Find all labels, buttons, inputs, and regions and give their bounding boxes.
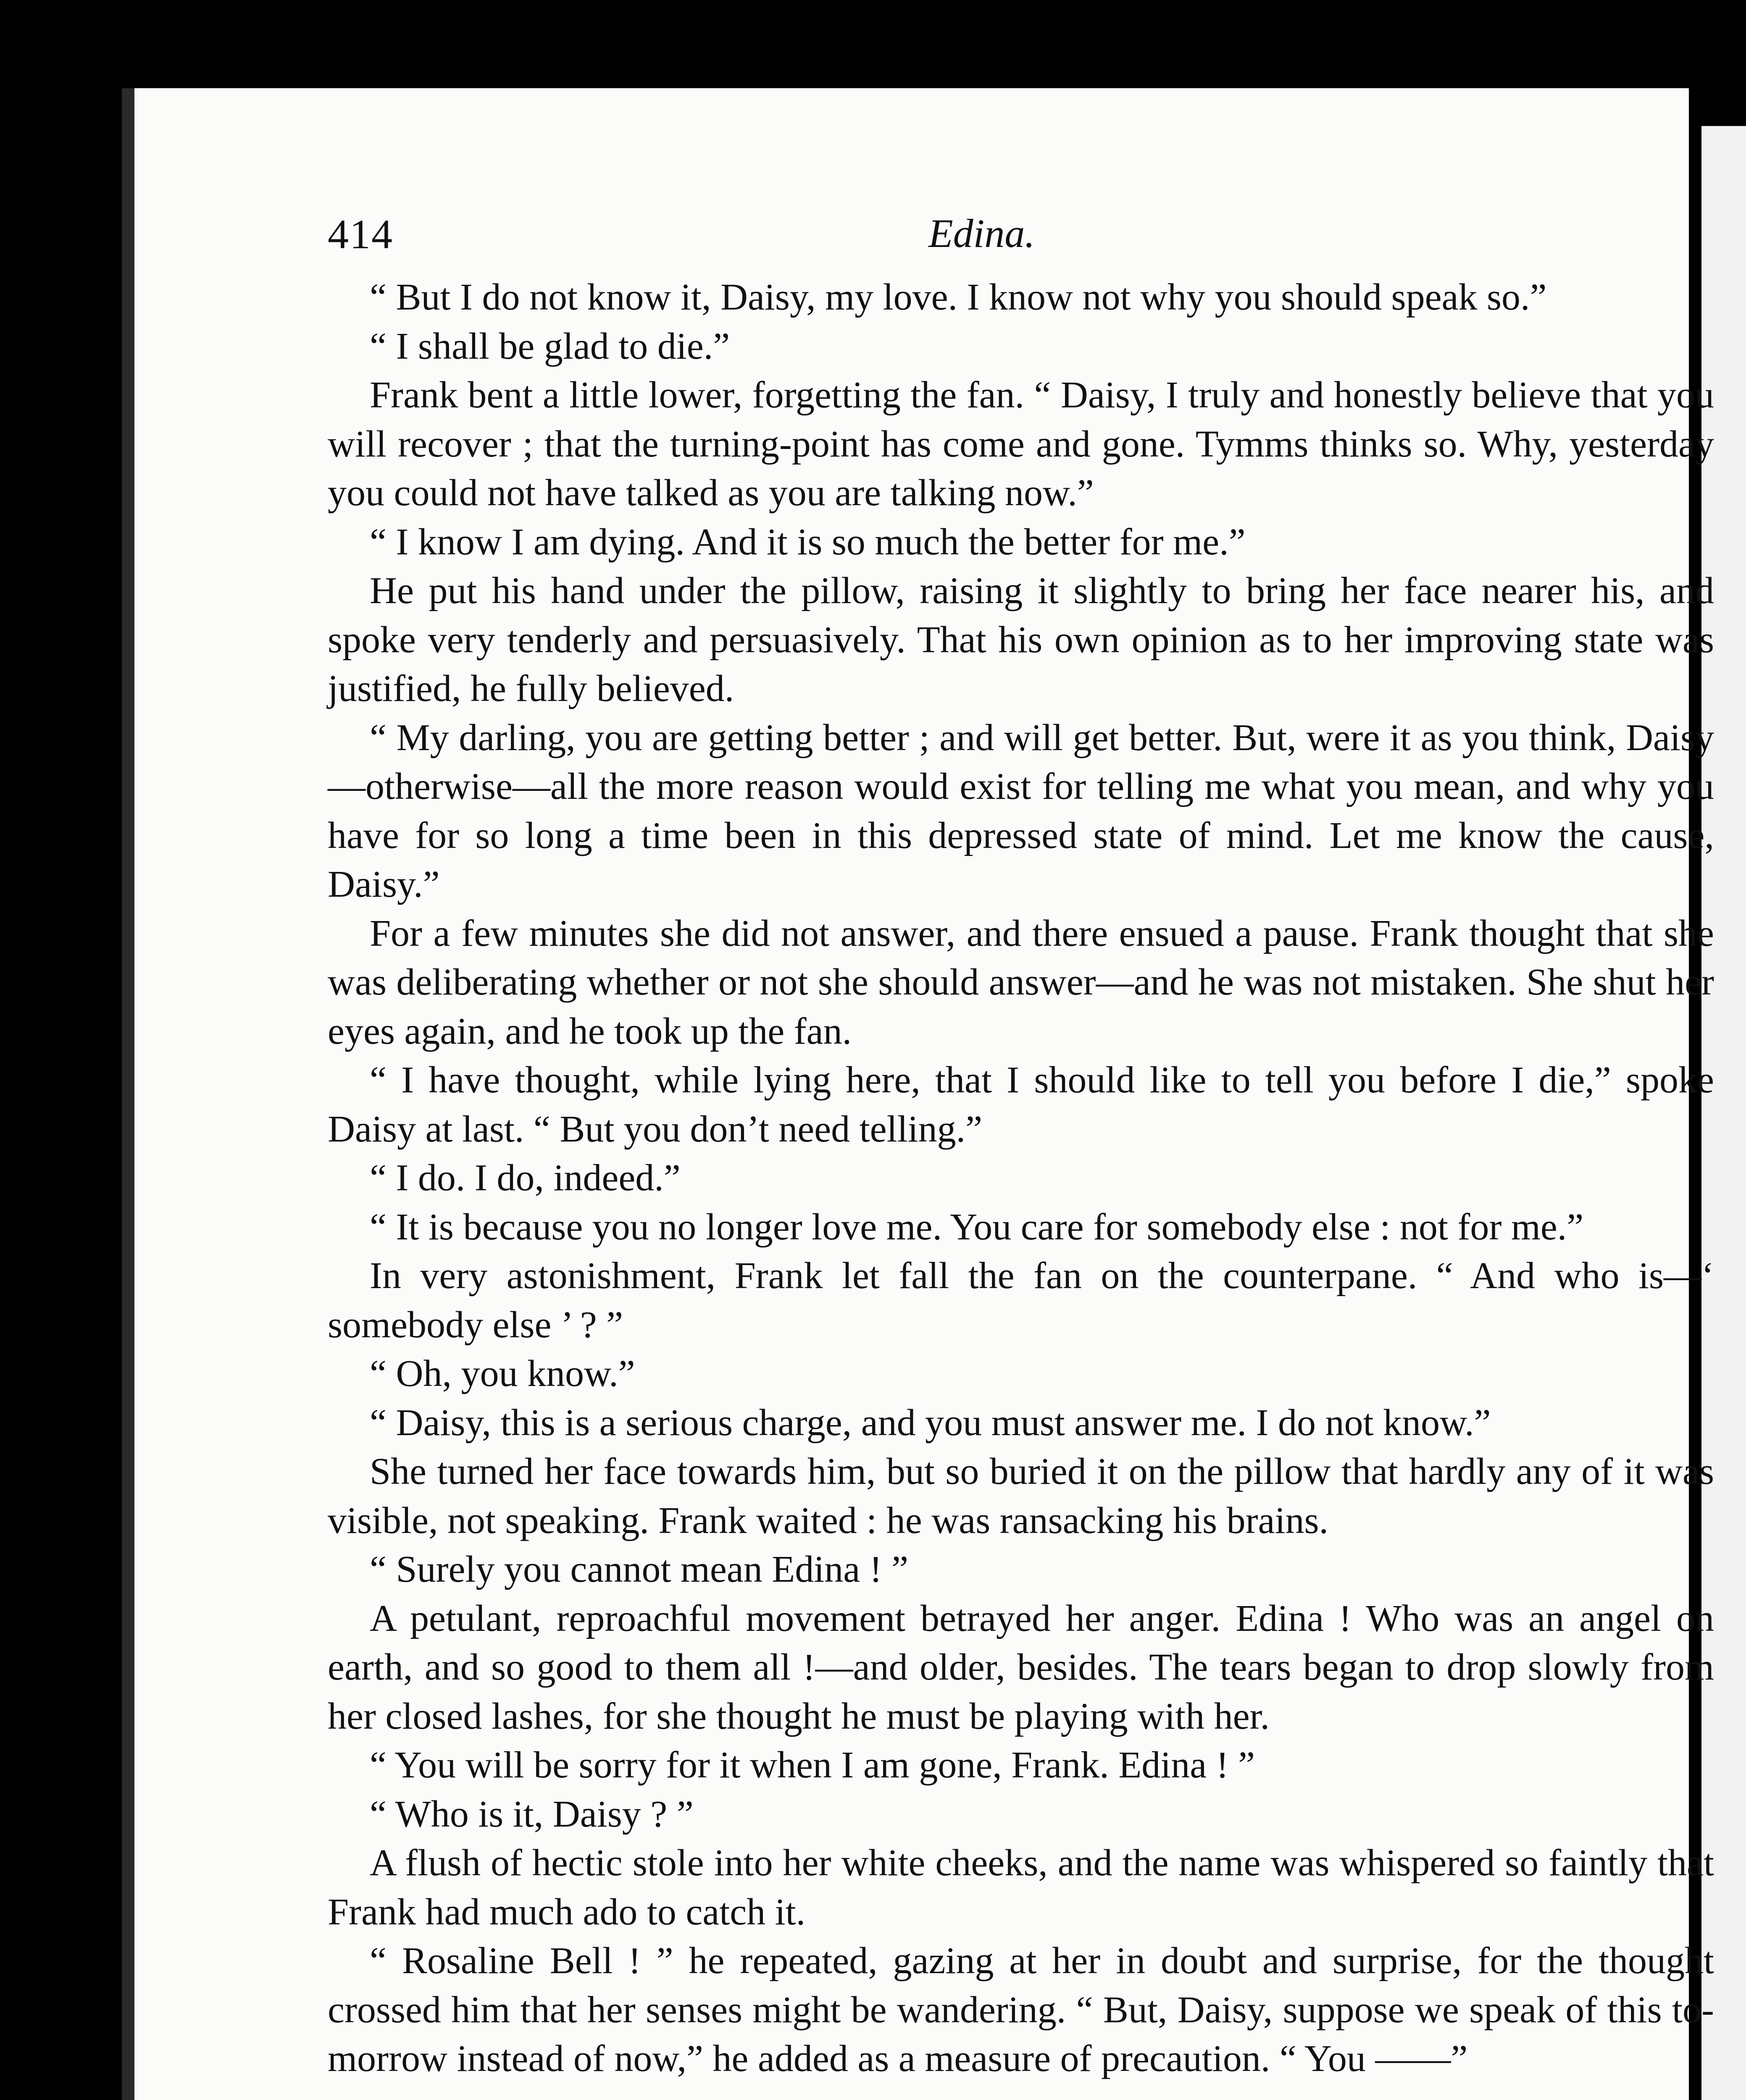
paragraph: “ But I do not know it, Daisy, my love. I know not why you should speak so.”	[370, 276, 1547, 318]
paragraph: “ Oh, you know.”	[370, 1353, 635, 1394]
paragraph: “ Daisy, this is a serious charge, and you must answer me. I do not know.”	[370, 1402, 1491, 1444]
paragraph: In very astonishment, Frank let fall the fan on the counterpane. “ And who is—‘ somebody else ’ ? ”	[328, 1255, 1714, 1346]
paragraph: Frank bent a little lower, forgetting the fan. “ Daisy, I truly and honestly believe that you will recover ; that the turning-point has come and gone. Tymms thinks so. Why, yesterday you could not have talked as you are talking now.”	[328, 374, 1714, 514]
running-head	[328, 210, 1714, 273]
paragraph: “ Surely you cannot mean Edina ! ”	[370, 1549, 909, 1590]
paragraph: She turned her face towards him, but so buried it on the pillow that hardly any of it was visible, not speaking. Frank waited : he was ransacking his brains.	[328, 1451, 1714, 1541]
paragraph: “ Rosaline Bell ! ” he repeated, gazing at her in doubt and surprise, for the thought crossed him that her senses might be wandering. “ But, Daisy, suppose we speak of this to-morrow instead of now,” he added as a measure of precaution. “ You ——”	[328, 1940, 1714, 2079]
paragraph: “ I do. I do, indeed.”	[370, 1157, 681, 1199]
paragraph: A flush of hectic stole into her white cheeks, and the name was whispered so faintly that Frank had much ado to catch it.	[328, 1842, 1714, 1933]
paragraph: “ I have thought, while lying here, that I should like to tell you before I die,” spoke Daisy at last. “ But you don’t need telling.”	[328, 1059, 1714, 1150]
paragraph: A petulant, reproachful movement betrayed her anger. Edina ! Who was an angel on earth, and so good to them all !—and older, besides. The tears began to drop slowly from her closed lashes, for she thought he must be playing with her.	[328, 1597, 1714, 1737]
paragraph: For a few minutes she did not answer, and there ensued a pause. Frank thought that she was deliberating whether or not she should answer—and he was not mistaken. She shut her eyes again, and he took up the fan.	[328, 912, 1714, 1052]
paragraph: “ Who is it, Daisy ? ”	[370, 1793, 694, 1835]
paragraph: “ It is because you no longer love me. You care for somebody else : not for me.”	[370, 1206, 1584, 1248]
paragraph: He put his hand under the pillow, raising it slightly to bring her face nearer his, and spoke very tenderly and persuasively. That his own opinion as to her improving state was justified, he fully believed.	[328, 570, 1714, 709]
paragraph: “ My darling, you are getting better ; and will get better. But, were it as you think, Daisy—otherwise—all the more reason would exist for telling me what you mean, and why you have for so long a time been in this depressed state of mind. Let me know the cause, Daisy.”	[328, 717, 1714, 905]
running-title: Edina.	[928, 211, 1035, 256]
paragraph: “ You will be sorry for it when I am gone, Frank. Edina ! ”	[370, 1744, 1255, 1786]
page-number: 414	[328, 211, 393, 257]
paragraph: “ I shall be glad to die.”	[370, 325, 730, 367]
book-page	[122, 88, 1714, 2100]
paragraph: “ I know I am dying. And it is so much the better for me.”	[370, 521, 1246, 563]
body-text	[328, 273, 1714, 2084]
page-content	[328, 210, 1714, 2084]
